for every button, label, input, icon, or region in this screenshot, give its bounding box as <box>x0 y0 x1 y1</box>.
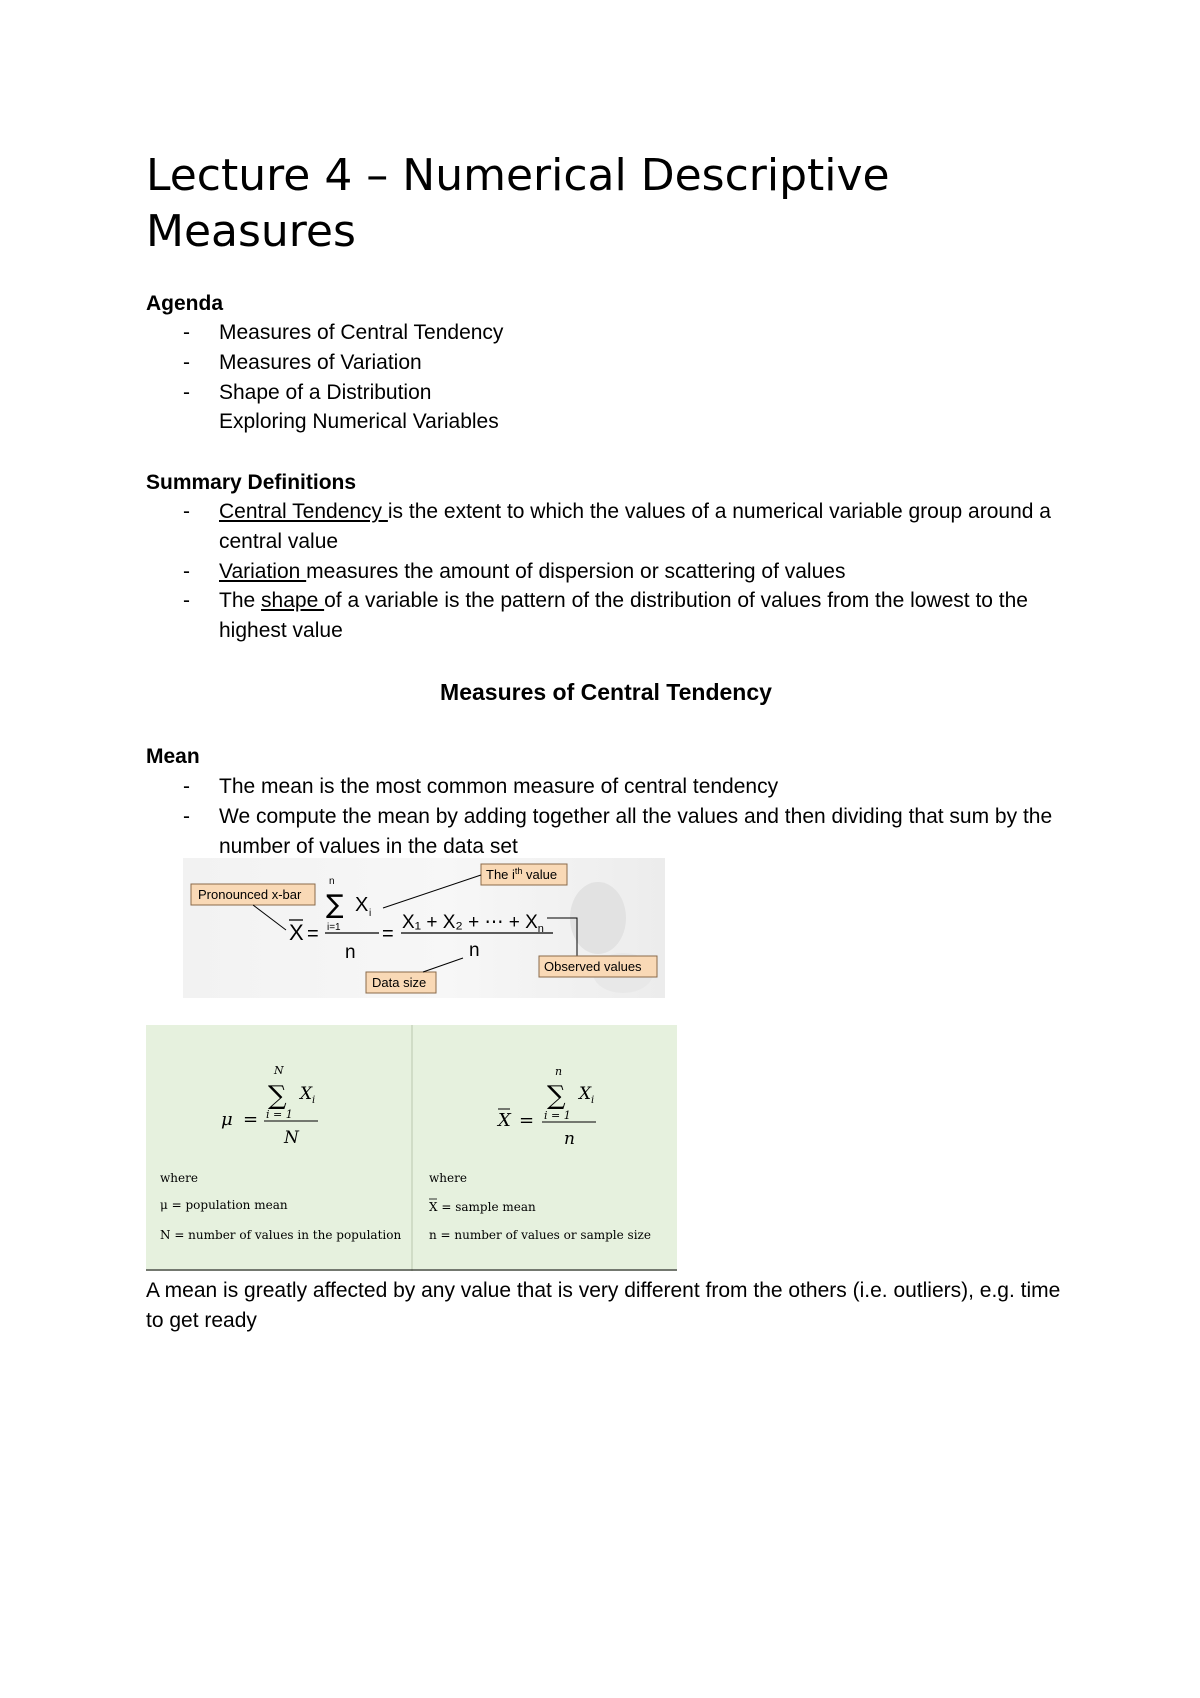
mean-item: - We compute the mean by adding together all the values and then dividing that sum by the number of values in the data set <box>146 802 1066 862</box>
agenda-item: - Measures of Variation <box>146 348 1066 378</box>
population-sample-mean-figure <box>146 1025 677 1271</box>
mean-list <box>146 772 1066 861</box>
agenda-item: - Measures of Central Tendency <box>146 318 1066 348</box>
sum-upper-limit: n <box>329 876 335 887</box>
sum-upper-limit: N <box>274 1064 284 1077</box>
sum-subscript: i <box>591 1095 595 1106</box>
callout-pointer <box>383 875 481 908</box>
sum-subscript: i <box>369 908 372 919</box>
agenda-item: - Shape of a Distribution <box>146 378 1066 408</box>
agenda-list <box>146 318 1066 437</box>
equals-sign: = <box>243 1109 259 1130</box>
definition-prefix: The <box>219 589 262 613</box>
mean-heading: Mean <box>146 745 200 768</box>
definition-text: is the extent to which the values of a numerical variable group around a central value <box>219 500 1051 553</box>
callout-data-size: Data size <box>372 975 427 990</box>
definition-sample-size: n = number of values or sample size <box>429 1228 651 1242</box>
definition-sample-mean: X = sample mean <box>429 1200 536 1214</box>
definition-text: of a variable is the pattern of the distribution of values from the lowest to the highest value <box>219 589 1028 643</box>
definition-population-size: N = number of values in the population <box>160 1228 402 1242</box>
sigma-symbol: ∑ <box>268 1081 287 1111</box>
expansion-numerator: X₁ + X₂ + ⋯ + $X_n$ <box>402 912 544 935</box>
callout-ith-value: The $i^{th}$ value <box>486 866 558 882</box>
equals-sign: = <box>382 923 394 945</box>
term-shape: shape <box>261 589 325 613</box>
sum-variable: X <box>300 1084 313 1104</box>
sum-upper-limit: n <box>555 1065 563 1078</box>
sum-subscript: i <box>312 1095 316 1106</box>
term-variation: Variation <box>219 559 307 583</box>
term-central-tendency: Central Tendency <box>219 500 388 523</box>
background-decoration <box>570 882 626 954</box>
sum-variable: X <box>355 894 369 916</box>
population-sample-svg <box>146 1025 677 1271</box>
where-label: where <box>160 1171 198 1185</box>
mu-symbol: μ <box>221 1109 233 1130</box>
sigma-symbol: ∑ <box>547 1081 566 1111</box>
agenda-item: Exploring Numerical Variables <box>219 410 499 434</box>
xbar-symbol: X <box>498 1110 511 1131</box>
outlier-paragraph: A mean is greatly affected by any value that is very different from the others (i.e. outliers), e.g. time to get ready <box>146 1279 1061 1332</box>
mean-formula-figure <box>183 858 665 998</box>
xbar-symbol: X <box>289 920 304 945</box>
equals-sign: = <box>307 923 319 945</box>
fraction-denominator: n <box>564 1129 575 1149</box>
fraction-denominator: n <box>345 942 356 963</box>
fraction-denominator: N <box>284 1128 299 1148</box>
summary-list <box>146 497 1066 646</box>
where-label: where <box>429 1171 467 1185</box>
section-heading: Measures of Central Tendency <box>440 679 772 705</box>
callout-observed-values: Observed values <box>544 959 642 974</box>
callout-pointer <box>253 905 286 930</box>
callout-pointer <box>423 958 463 972</box>
sum-variable: X <box>579 1084 592 1104</box>
summary-item-shape <box>146 586 1066 646</box>
definition-text: measures the amount of dispersion or scattering of values <box>306 559 846 583</box>
summary-heading: Summary Definitions <box>146 471 357 494</box>
expansion-denominator: n <box>469 940 480 961</box>
mean-item: - The mean is the most common measure of central tendency <box>146 772 1066 802</box>
equals-sign: = <box>519 1110 535 1131</box>
summary-item-central-tendency <box>146 497 1066 557</box>
sigma-symbol: ∑ <box>326 890 344 920</box>
sum-lower-limit: i = 1 <box>544 1109 571 1122</box>
callout-pronounced-xbar: Pronounced x-bar <box>198 887 302 902</box>
agenda-heading: Agenda <box>146 292 224 315</box>
mean-formula-svg <box>183 858 665 998</box>
sum-lower-limit: i = 1 <box>266 1108 293 1121</box>
sum-lower-limit: i=1 <box>327 922 341 933</box>
summary-item-variation <box>146 557 1066 587</box>
definition-population-mean: μ = population mean <box>160 1198 288 1212</box>
page-title: Lecture 4 – Numerical Descriptive Measures <box>146 150 890 257</box>
